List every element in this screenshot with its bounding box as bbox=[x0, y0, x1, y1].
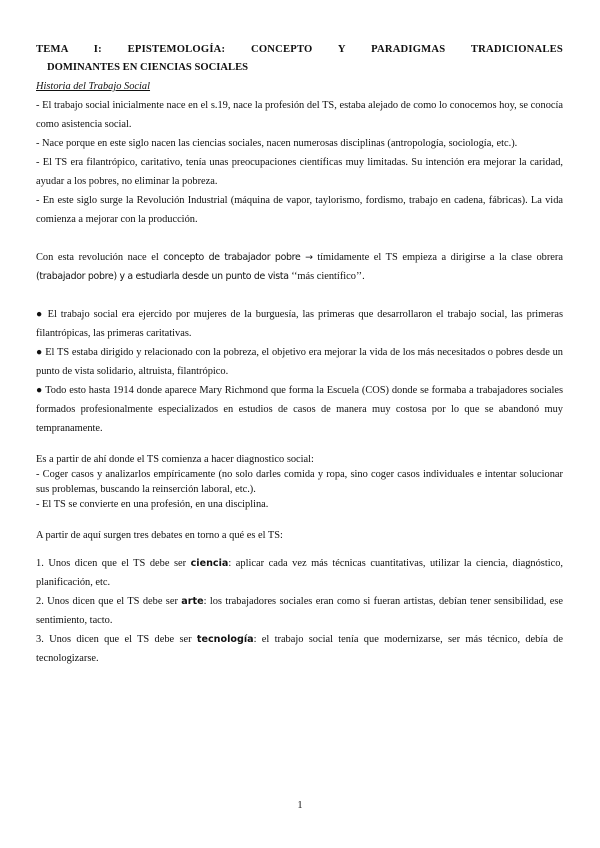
history-paragraph: - El TS era filantrópico, caritativo, tenía unas preocupaciones científicas muy limitadas. Su intención era mejorar la caridad, ayudar a los pobres, no eliminar la pobreza. bbox=[36, 157, 563, 187]
document-page bbox=[36, 40, 563, 668]
debate-item bbox=[36, 554, 563, 592]
bullet-item: ● Todo esto hasta 1914 donde aparece Mary Richmond que forma la Escuela (COS) donde se formaba a trabajadores sociales formados profesionalmente especializados en estudios de casos de manera muy costosa por lo que se abandonó muy tempranamente. bbox=[36, 385, 563, 434]
debate-description: : aplicar cada vez más técnicas cuantitativas, utilizar la ciencia, diagnóstico, planificación, etc. bbox=[36, 558, 564, 588]
debate-description: : el trabajo social tenía que modernizarse, ser más técnico, debía de tecnologizarse. bbox=[36, 634, 563, 664]
debate-prefix: 3. Unos dicen que el TS debe ser bbox=[36, 634, 197, 645]
document-title: TEMA I: EPISTEMOLOGÍA: CONCEPTO Y PARADIGMAS TRADICIONALES bbox=[36, 44, 563, 55]
debate-item bbox=[36, 630, 563, 668]
debate-item bbox=[36, 592, 563, 630]
debate-term: arte bbox=[181, 596, 204, 607]
debate-term: ciencia bbox=[190, 558, 229, 569]
history-paragraph: - El trabajo social inicialmente nace en el s.19, nace la profesión del TS, estaba alejado de como lo conocemos hoy, se conocía como asistencia social. bbox=[36, 100, 563, 130]
history-paragraph: - Nace porque en este siglo nacen las ciencias sociales, nacen numerosas disciplinas (antropología, sociología, etc.). bbox=[36, 138, 518, 149]
worker-poor-concept: concepto de trabajador pobre → bbox=[163, 252, 313, 263]
revolution-text-before: Con esta revolución nace el bbox=[36, 252, 164, 263]
diagnosis-line: - Coger casos y analizarlos empíricamente (no solo darles comida y ropa, sino coger casos individuales e intentar solucionar sus problemas, buscando la reinserción laboral, etc.). bbox=[36, 469, 563, 495]
revolution-text-middle: tímidamente el TS empieza a dirigirse a la clase obrera bbox=[312, 252, 563, 263]
document-title-continuation: DOMINANTES EN CIENCIAS SOCIALES bbox=[47, 62, 249, 73]
revolution-paragraph bbox=[36, 248, 563, 286]
revolution-text-after: ‘‘más científico’’. bbox=[288, 271, 365, 282]
revolution-text-sans: (trabajador pobre) y a estudiarla desde un punto de vista bbox=[36, 271, 289, 282]
bullet-item: ● El TS estaba dirigido y relacionado con la pobreza, el objetivo era mejorar la vida de los más necesitados o pobres desde un punto de vista solidario, altruista, filantrópico. bbox=[36, 347, 563, 377]
diagnosis-line: Es a partir de ahí donde el TS comienza a hacer diagnostico social: bbox=[36, 454, 314, 465]
debate-prefix: 2. Unos dicen que el TS debe ser bbox=[36, 596, 182, 607]
bullet-item: ● El trabajo social era ejercido por mujeres de la burguesía, las primeras que desarrollaron el trabajo social, las primeras filantrópicas, las primeras caritativas. bbox=[36, 309, 563, 339]
history-paragraph: - En este siglo surge la Revolución Industrial (máquina de vapor, taylorismo, fordismo, trabajo en cadena, fábricas). La vida comienza a mejorar con la producción. bbox=[36, 195, 563, 225]
diagnosis-block bbox=[36, 452, 563, 512]
debates-intro: A partir de aquí surgen tres debates en torno a qué es el TS: bbox=[36, 530, 283, 541]
diagnosis-line: - El TS se convierte en una profesión, en una disciplina. bbox=[36, 499, 269, 510]
debate-term: tecnología bbox=[196, 634, 254, 645]
debate-description: : los trabajadores sociales eran como si fueran artistas, debían tener sensibilidad, ese sentimiento, tacto. bbox=[36, 596, 563, 626]
page-number: 1 bbox=[297, 800, 303, 811]
debate-prefix: 1. Unos dicen que el TS debe ser bbox=[36, 558, 191, 569]
section-subtitle: Historia del Trabajo Social bbox=[36, 81, 151, 92]
